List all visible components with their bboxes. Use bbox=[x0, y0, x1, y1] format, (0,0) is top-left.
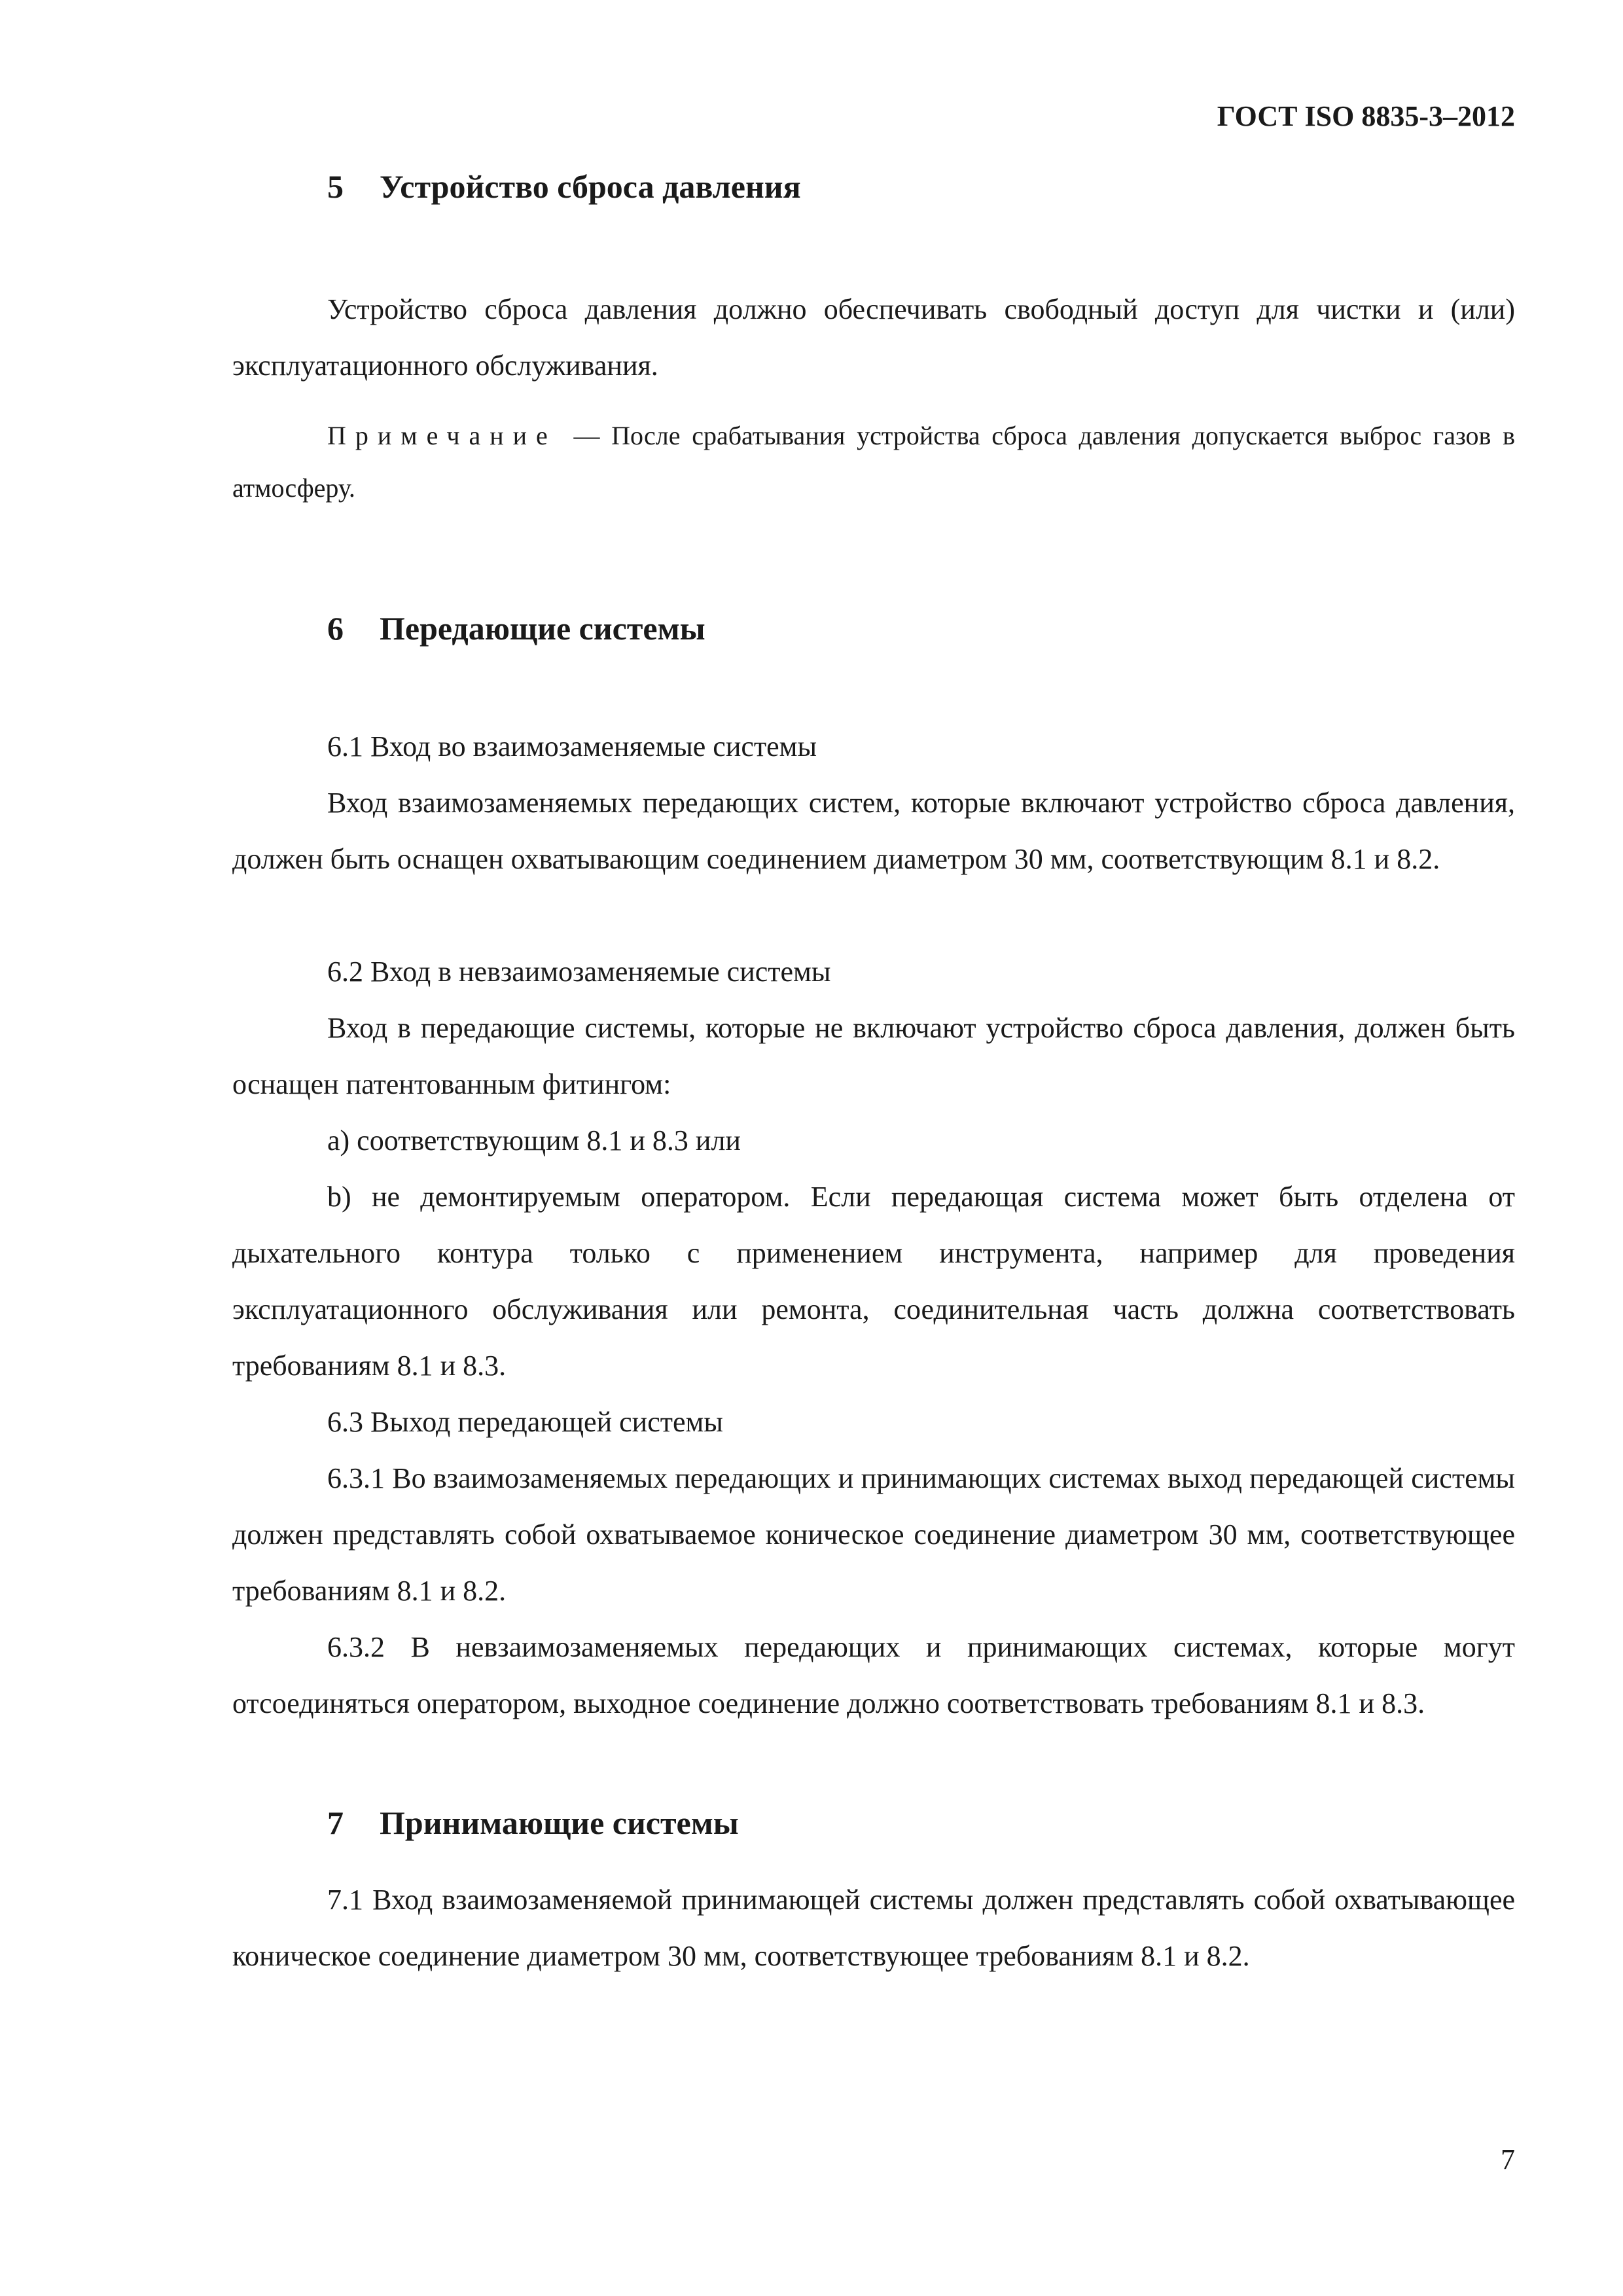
document-code-header: ГОСТ ISO 8835-3–2012 bbox=[1217, 100, 1515, 132]
section-5-heading bbox=[327, 164, 801, 209]
section-5-note bbox=[232, 410, 1515, 514]
subsection-7-1-text: 7.1 Вход взаимозаменяемой принимающей системы должен представлять собой охватывающее коническое соединение диаметром 30 мм, соответствующее требованиям 8.1 и 8.2. bbox=[232, 1884, 1515, 1972]
section-6-title: Передающие системы bbox=[380, 610, 705, 647]
section-6-heading bbox=[327, 605, 705, 651]
subsection-6-3-2-text: 6.3.2 В невзаимозаменяемых передающих и принимающих системах, которые могут отсоединяться оператором, выходное соединение должно соответствовать требованиям 8.1 и 8.3. bbox=[232, 1631, 1515, 1719]
subsection-6-2-title: 6.2 Вход в невзаимозаменяемые системы bbox=[327, 956, 831, 988]
page-number: 7 bbox=[1501, 2144, 1515, 2176]
subsection-6-1-text: Вход взаимозаменяемых передающих систем, которые включают устройство сброса давления, должен быть оснащен охватывающим соединением диаметром 30 мм, соответствующим 8.1 и 8.2. bbox=[232, 787, 1515, 875]
subsection-6-1-title: 6.1 Вход во взаимозаменяемые системы bbox=[327, 730, 817, 762]
subsection-6-3-1-text: 6.3.1 Во взаимозаменяемых передающих и принимающих системах выход передающей системы должен представлять собой охватываемое коническое соединение диаметром 30 мм, соответствующее требованиям 8.1 и 8.2. bbox=[232, 1462, 1515, 1607]
note-label: Примечание bbox=[327, 421, 557, 450]
section-5-paragraph: Устройство сброса давления должно обеспечивать свободный доступ для чистки и (или) эксплуатационного обслуживания. bbox=[232, 293, 1515, 382]
subsection-6-2-text: Вход в передающие системы, которые не включают устройство сброса давления, должен быть оснащен патентованным фитингом: bbox=[232, 1012, 1515, 1100]
list-item-a: a) соответствующим 8.1 и 8.3 или bbox=[327, 1124, 741, 1157]
section-7-title: Принимающие системы bbox=[380, 1804, 739, 1841]
section-7-heading bbox=[327, 1800, 739, 1846]
section-6-number: 6 bbox=[327, 610, 344, 647]
list-item-b: b) не демонтируемым оператором. Если передающая система может быть отделена от дыхательного контура только с применением инструмента, например для проведения эксплуатационного обслуживания или ремонта, соединительная часть должна соответствовать требованиям 8.1 и 8.3. bbox=[232, 1181, 1515, 1382]
section-5-title: Устройство сброса давления bbox=[380, 168, 801, 205]
subsection-6-3-title: 6.3 Выход передающей системы bbox=[327, 1406, 723, 1438]
note-text: — После срабатывания устройства сброса давления допускается выброс газов в атмосферу. bbox=[232, 421, 1515, 503]
section-7-number: 7 bbox=[327, 1804, 344, 1841]
section-5-number: 5 bbox=[327, 168, 344, 205]
